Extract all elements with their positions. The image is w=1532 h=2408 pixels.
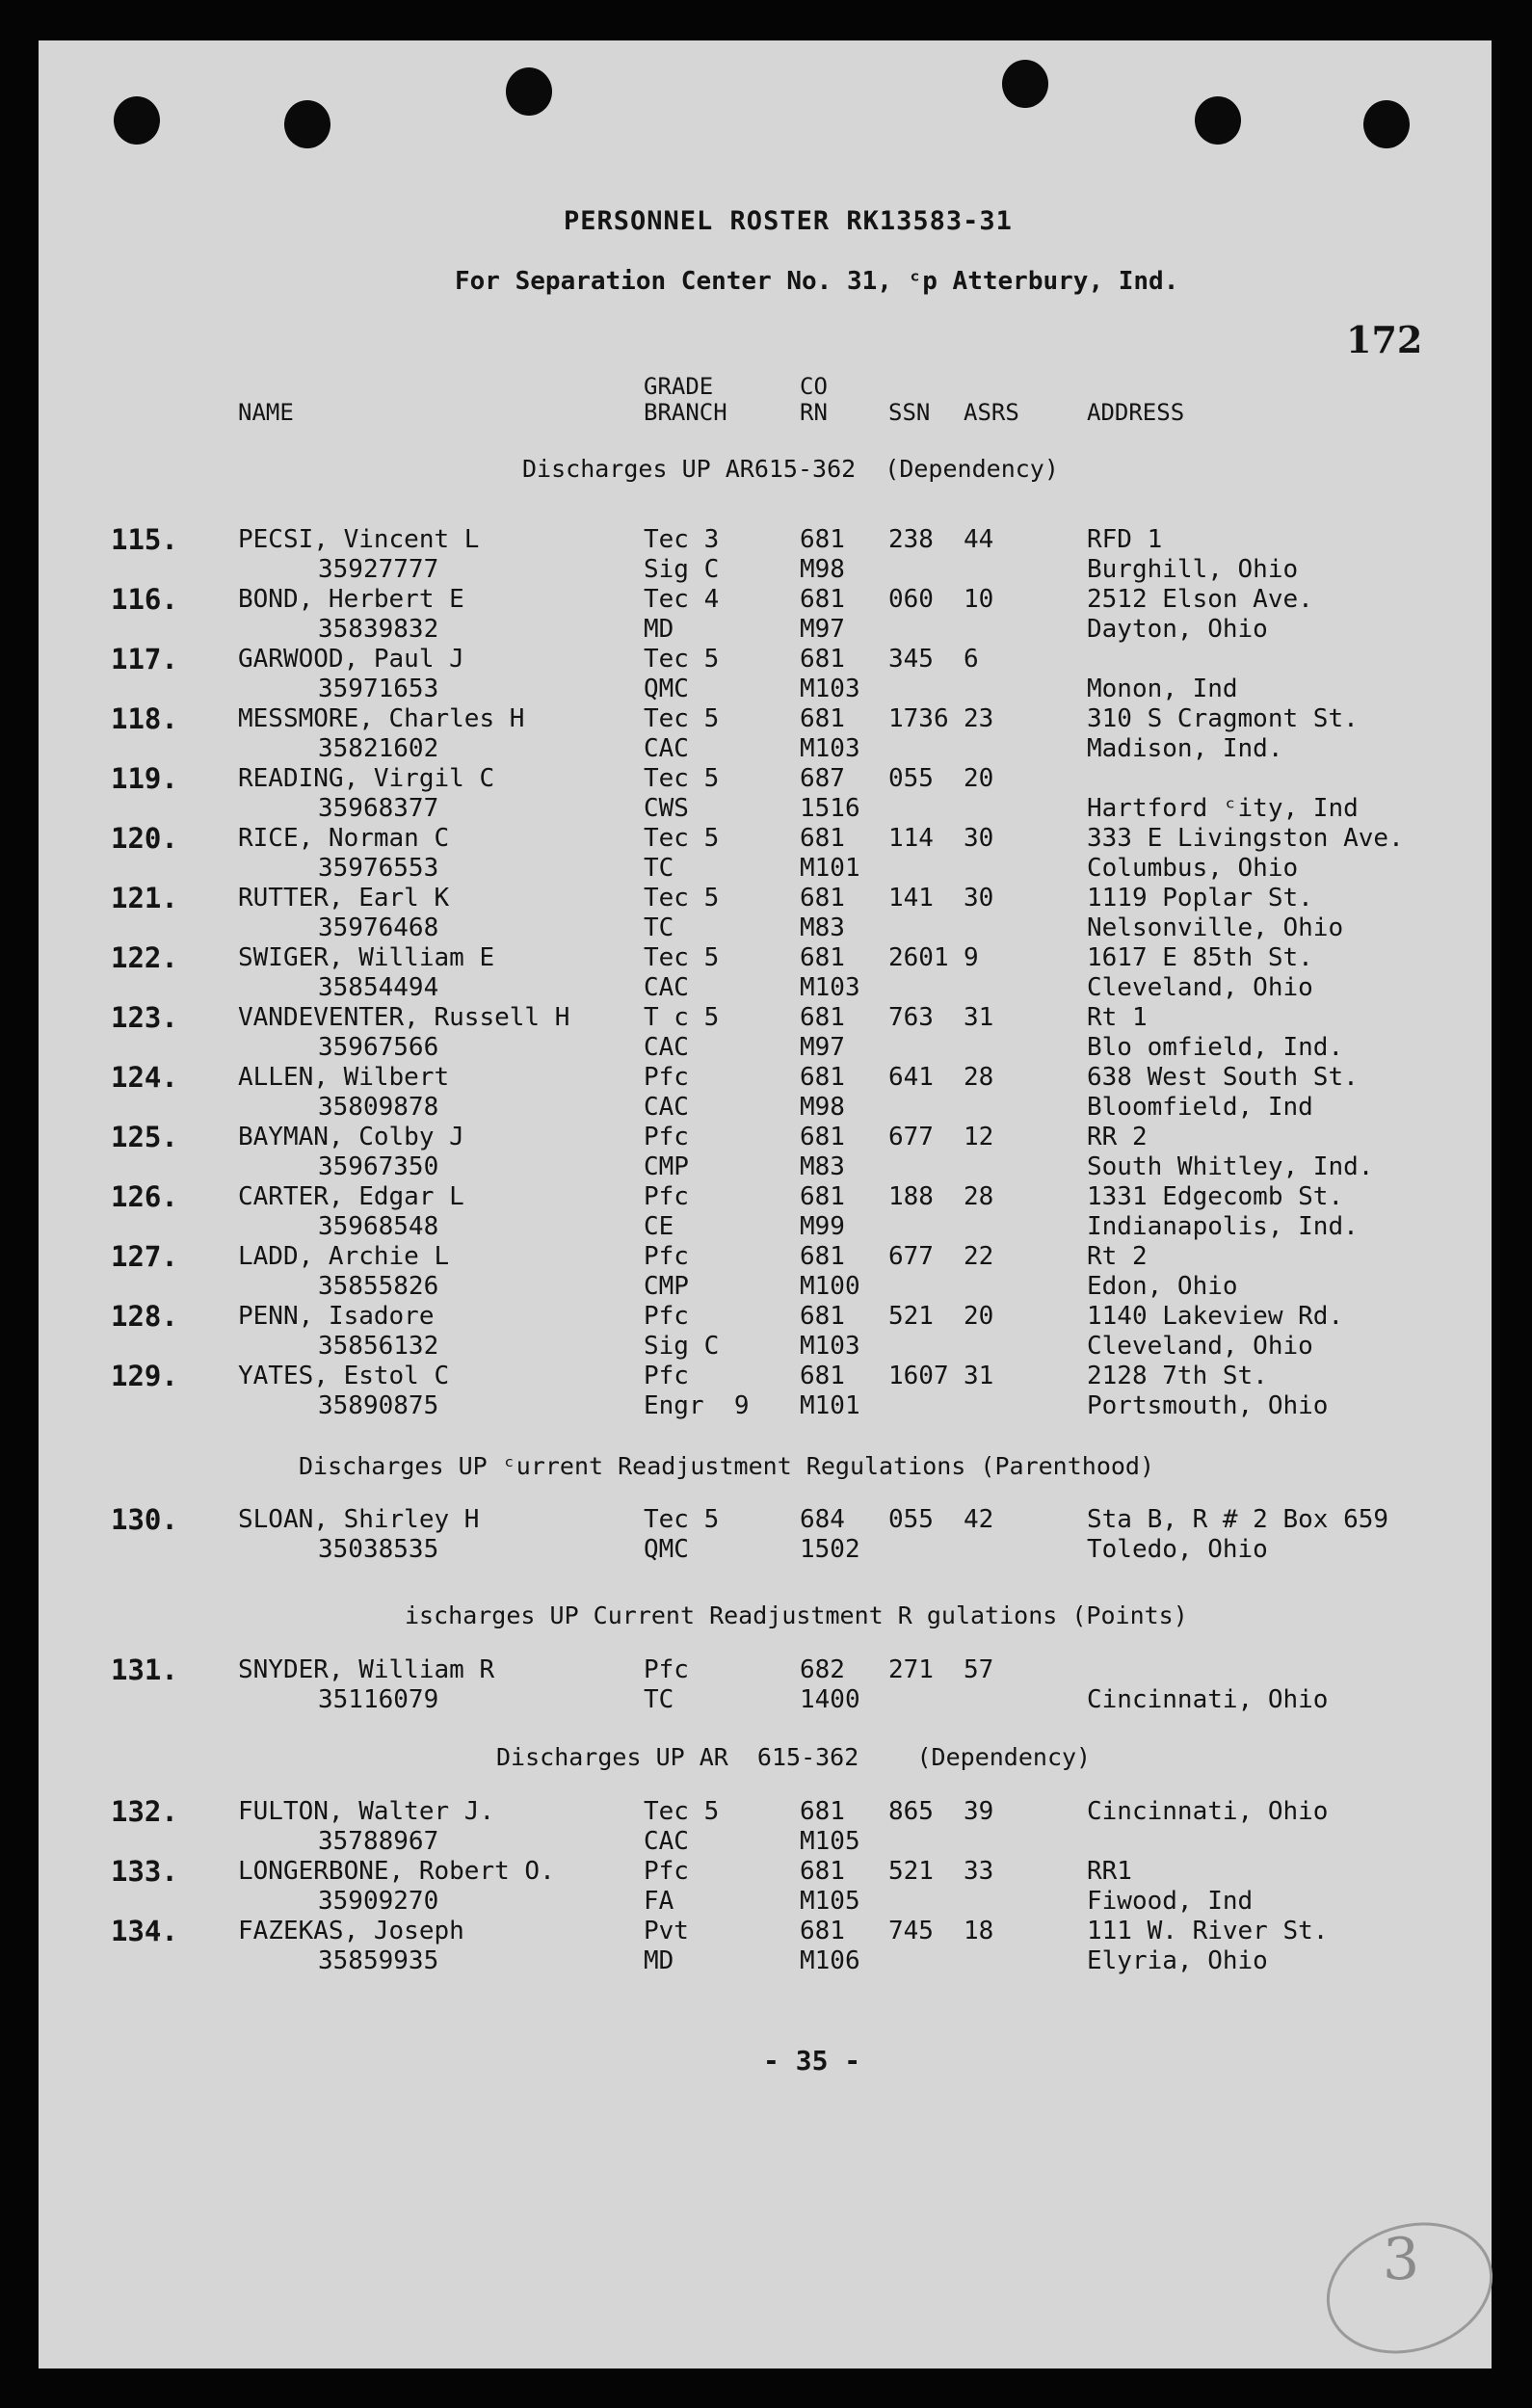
- soldier-name: FULTON, Walter J.: [238, 1797, 495, 1826]
- roster-number: 1502: [800, 1535, 860, 1564]
- entry-number: 126.: [111, 1180, 178, 1213]
- roster-number: M101: [800, 854, 860, 883]
- address-line-2: Fiwood, Ind: [1087, 1887, 1254, 1916]
- branch: CAC: [644, 734, 689, 763]
- ssn-code: 271: [888, 1655, 934, 1684]
- serial-number: 35976468: [318, 913, 439, 942]
- roster-number: M105: [800, 1887, 860, 1916]
- grade: Pfc: [644, 1655, 689, 1684]
- serial-number: 35859935: [318, 1946, 439, 1975]
- roster-number: M103: [800, 1332, 860, 1361]
- ssn-code: 865: [888, 1797, 934, 1826]
- company: 681: [800, 1182, 845, 1211]
- serial-number: 35976553: [318, 854, 439, 883]
- entry-number: 128.: [111, 1300, 178, 1333]
- asrs-score: 31: [964, 1362, 994, 1390]
- roster-number: M103: [800, 675, 860, 703]
- asrs-score: 44: [964, 525, 994, 554]
- company: 681: [800, 1003, 845, 1032]
- branch: QMC: [644, 675, 689, 703]
- asrs-score: 20: [964, 1302, 994, 1331]
- branch: Engr 9: [644, 1391, 750, 1420]
- ssn-code: 114: [888, 824, 934, 853]
- ssn-code: 1736: [888, 704, 949, 733]
- grade: Tec 5: [644, 1797, 720, 1826]
- entry-number: 121.: [111, 882, 178, 914]
- ssn-code: 677: [888, 1242, 934, 1271]
- serial-number: 35854494: [318, 973, 439, 1002]
- entry-number: 122.: [111, 941, 178, 974]
- branch: CWS: [644, 794, 689, 823]
- ssn-code: 677: [888, 1123, 934, 1151]
- company: 681: [800, 1063, 845, 1092]
- entry-number: 125.: [111, 1121, 178, 1153]
- col-header-co: CO: [800, 373, 828, 400]
- soldier-name: MESSMORE, Charles H: [238, 704, 525, 733]
- branch: CAC: [644, 1093, 689, 1122]
- grade: Pvt: [644, 1917, 689, 1945]
- punch-hole: [1002, 60, 1048, 108]
- branch: TC: [644, 913, 674, 942]
- company: 681: [800, 1362, 845, 1390]
- grade: Tec 5: [644, 824, 720, 853]
- branch: QMC: [644, 1535, 689, 1564]
- serial-number: 35968377: [318, 794, 439, 823]
- roster-number: M103: [800, 973, 860, 1002]
- asrs-score: 28: [964, 1063, 994, 1092]
- address-line-1: 638 West South St.: [1087, 1063, 1359, 1092]
- address-line-2: Madison, Ind.: [1087, 734, 1283, 763]
- asrs-score: 39: [964, 1797, 994, 1826]
- col-header-address: ADDRESS: [1087, 399, 1185, 426]
- section-heading: Discharges UP AR615-362 (Dependency): [522, 455, 1059, 483]
- ssn-code: 055: [888, 764, 934, 793]
- grade: Tec 5: [644, 884, 720, 913]
- branch: CMP: [644, 1152, 689, 1181]
- grade: Tec 5: [644, 1505, 720, 1534]
- entry-number: 118.: [111, 702, 178, 735]
- entry-number: 115.: [111, 523, 178, 556]
- asrs-score: 22: [964, 1242, 994, 1271]
- punch-hole: [1363, 100, 1410, 148]
- address-line-1: 333 E Livingston Ave.: [1087, 824, 1404, 853]
- grade: Tec 4: [644, 585, 720, 614]
- address-line-1: 1140 Lakeview Rd.: [1087, 1302, 1344, 1331]
- asrs-score: 18: [964, 1917, 994, 1945]
- branch: TC: [644, 854, 674, 883]
- serial-number: 35839832: [318, 615, 439, 644]
- soldier-name: BOND, Herbert E: [238, 585, 464, 614]
- serial-number: 35967350: [318, 1152, 439, 1181]
- address-line-1: Sta B, R # 2 Box 659: [1087, 1505, 1389, 1534]
- soldier-name: PENN, Isadore: [238, 1302, 435, 1331]
- grade: Tec 5: [644, 764, 720, 793]
- serial-number: 35809878: [318, 1093, 439, 1122]
- asrs-score: 30: [964, 824, 994, 853]
- address-line-2: Columbus, Ohio: [1087, 854, 1299, 883]
- entry-number: 120.: [111, 822, 178, 855]
- soldier-name: LADD, Archie L: [238, 1242, 450, 1271]
- grade: T c 5: [644, 1003, 720, 1032]
- address-line-2: Elyria, Ohio: [1087, 1946, 1268, 1975]
- grade: Pfc: [644, 1302, 689, 1331]
- company: 681: [800, 1242, 845, 1271]
- address-line-2: Hartford ᶜity, Ind: [1087, 794, 1359, 823]
- address-line-1: 1119 Poplar St.: [1087, 884, 1313, 913]
- company: 681: [800, 704, 845, 733]
- asrs-score: 20: [964, 764, 994, 793]
- soldier-name: RUTTER, Earl K: [238, 884, 450, 913]
- company: 681: [800, 824, 845, 853]
- branch: CE: [644, 1212, 674, 1241]
- entry-number: 116.: [111, 583, 178, 616]
- soldier-name: GARWOOD, Paul J: [238, 645, 464, 674]
- roster-page: [39, 40, 1492, 2368]
- company: 681: [800, 1857, 845, 1886]
- roster-number: M97: [800, 615, 845, 644]
- section-heading: Discharges UP AR 615-362 (Dependency): [496, 1743, 1092, 1771]
- asrs-score: 42: [964, 1505, 994, 1534]
- company: 681: [800, 585, 845, 614]
- company: 681: [800, 645, 845, 674]
- soldier-name: LONGERBONE, Robert O.: [238, 1857, 555, 1886]
- roster-number: M106: [800, 1946, 860, 1975]
- address-line-2: Burghill, Ohio: [1087, 555, 1299, 584]
- address-line-2: Toledo, Ohio: [1087, 1535, 1268, 1564]
- roster-number: M100: [800, 1272, 860, 1301]
- serial-number: 35909270: [318, 1887, 439, 1916]
- grade: Tec 3: [644, 525, 720, 554]
- entry-number: 127.: [111, 1240, 178, 1273]
- ssn-code: 060: [888, 585, 934, 614]
- ssn-code: 141: [888, 884, 934, 913]
- soldier-name: ALLEN, Wilbert: [238, 1063, 450, 1092]
- company: 681: [800, 1302, 845, 1331]
- ssn-code: 521: [888, 1857, 934, 1886]
- asrs-score: 28: [964, 1182, 994, 1211]
- roster-number: M105: [800, 1827, 860, 1856]
- soldier-name: READING, Virgil C: [238, 764, 495, 793]
- roster-number: M99: [800, 1212, 845, 1241]
- company: 681: [800, 1917, 845, 1945]
- roster-number: M98: [800, 555, 845, 584]
- soldier-name: FAZEKAS, Joseph: [238, 1917, 464, 1945]
- ssn-code: 188: [888, 1182, 934, 1211]
- entry-number: 134.: [111, 1915, 178, 1947]
- roster-number: M97: [800, 1033, 845, 1062]
- entry-number: 123.: [111, 1001, 178, 1034]
- soldier-name: BAYMAN, Colby J: [238, 1123, 464, 1151]
- entry-number: 124.: [111, 1061, 178, 1094]
- company: 681: [800, 1797, 845, 1826]
- entry-number: 132.: [111, 1795, 178, 1828]
- address-line-2: Cincinnati, Ohio: [1087, 1685, 1329, 1714]
- serial-number: 35788967: [318, 1827, 439, 1856]
- address-line-2: Dayton, Ohio: [1087, 615, 1268, 644]
- roster-number: M83: [800, 1152, 845, 1181]
- grade: Tec 5: [644, 704, 720, 733]
- company: 681: [800, 1123, 845, 1151]
- asrs-score: 23: [964, 704, 994, 733]
- entry-number: 131.: [111, 1654, 178, 1686]
- address-line-1: 2512 Elson Ave.: [1087, 585, 1313, 614]
- section-heading: ischarges UP Current Readjustment R gulations (Points): [405, 1601, 1188, 1629]
- ssn-code: 521: [888, 1302, 934, 1331]
- serial-number: 35038535: [318, 1535, 439, 1564]
- serial-number: 35971653: [318, 675, 439, 703]
- address-line-1: 1617 E 85th St.: [1087, 943, 1313, 972]
- company: 681: [800, 525, 845, 554]
- grade: Pfc: [644, 1242, 689, 1271]
- address-line-2: Edon, Ohio: [1087, 1272, 1238, 1301]
- address-line-2: Bloomfield, Ind: [1087, 1093, 1313, 1122]
- col-header-rn: RN: [800, 399, 828, 426]
- roster-number: M103: [800, 734, 860, 763]
- col-header-asrs: ASRS: [964, 399, 1019, 426]
- soldier-name: VANDEVENTER, Russell H: [238, 1003, 570, 1032]
- company: 681: [800, 943, 845, 972]
- address-line-2: Monon, Ind: [1087, 675, 1238, 703]
- soldier-name: SLOAN, Shirley H: [238, 1505, 480, 1534]
- address-line-1: 111 W. River St.: [1087, 1917, 1329, 1945]
- asrs-score: 57: [964, 1655, 994, 1684]
- serial-number: 35856132: [318, 1332, 439, 1361]
- address-line-1: 1331 Edgecomb St.: [1087, 1182, 1344, 1211]
- address-line-1: 310 S Cragmont St.: [1087, 704, 1359, 733]
- col-header-ssn: SSN: [888, 399, 931, 426]
- roster-number: 1400: [800, 1685, 860, 1714]
- branch: FA: [644, 1887, 674, 1916]
- grade: Pfc: [644, 1182, 689, 1211]
- punch-hole: [284, 100, 330, 148]
- col-header-grade: GRADE: [644, 373, 714, 400]
- serial-number: 35855826: [318, 1272, 439, 1301]
- roster-number: M98: [800, 1093, 845, 1122]
- branch: CAC: [644, 1033, 689, 1062]
- grade: Pfc: [644, 1857, 689, 1886]
- ssn-code: 763: [888, 1003, 934, 1032]
- soldier-name: SWIGER, William E: [238, 943, 495, 972]
- address-line-2: Cleveland, Ohio: [1087, 973, 1313, 1002]
- asrs-score: 9: [964, 943, 979, 972]
- branch: MD: [644, 1946, 674, 1975]
- grade: Tec 5: [644, 943, 720, 972]
- company: 684: [800, 1505, 845, 1534]
- serial-number: 35927777: [318, 555, 439, 584]
- asrs-score: 12: [964, 1123, 994, 1151]
- grade: Pfc: [644, 1063, 689, 1092]
- serial-number: 35890875: [318, 1391, 439, 1420]
- entry-number: 130.: [111, 1503, 178, 1536]
- ssn-code: 055: [888, 1505, 934, 1534]
- punch-hole: [114, 96, 160, 145]
- address-line-2: Blo omfield, Ind.: [1087, 1033, 1344, 1062]
- page-footer: - 35 -: [763, 2045, 861, 2077]
- grade: Pfc: [644, 1123, 689, 1151]
- section-heading: Discharges UP ᶜurrent Readjustment Regulations (Parenthood): [299, 1452, 1155, 1480]
- asrs-score: 33: [964, 1857, 994, 1886]
- address-line-2: South Whitley, Ind.: [1087, 1152, 1374, 1181]
- serial-number: 35968548: [318, 1212, 439, 1241]
- address-line-1: RR1: [1087, 1857, 1132, 1886]
- roster-number: M83: [800, 913, 845, 942]
- serial-number: 35821602: [318, 734, 439, 763]
- entry-number: 119.: [111, 762, 178, 795]
- ssn-code: 345: [888, 645, 934, 674]
- soldier-name: SNYDER, William R: [238, 1655, 495, 1684]
- address-line-1: Rt 1: [1087, 1003, 1148, 1032]
- punch-hole: [1195, 96, 1241, 145]
- address-line-2: Portsmouth, Ohio: [1087, 1391, 1329, 1420]
- asrs-score: 30: [964, 884, 994, 913]
- company: 687: [800, 764, 845, 793]
- company: 681: [800, 884, 845, 913]
- punch-hole: [506, 67, 552, 116]
- branch: CAC: [644, 1827, 689, 1856]
- entry-number: 133.: [111, 1855, 178, 1888]
- entry-number: 129.: [111, 1360, 178, 1392]
- soldier-name: CARTER, Edgar L: [238, 1182, 464, 1211]
- roster-number: 1516: [800, 794, 860, 823]
- soldier-name: PECSI, Vincent L: [238, 525, 480, 554]
- address-line-2: Cleveland, Ohio: [1087, 1332, 1313, 1361]
- asrs-score: 31: [964, 1003, 994, 1032]
- col-header-name: NAME: [238, 399, 294, 426]
- serial-number: 35967566: [318, 1033, 439, 1062]
- ssn-code: 745: [888, 1917, 934, 1945]
- address-line-1: RFD 1: [1087, 525, 1163, 554]
- branch: CMP: [644, 1272, 689, 1301]
- grade: Tec 5: [644, 645, 720, 674]
- entry-number: 117.: [111, 643, 178, 675]
- roster-number: M101: [800, 1391, 860, 1420]
- address-line-2: Indianapolis, Ind.: [1087, 1212, 1359, 1241]
- address-line-1: Rt 2: [1087, 1242, 1148, 1271]
- address-line-1: Cincinnati, Ohio: [1087, 1797, 1329, 1826]
- ssn-code: 1607: [888, 1362, 949, 1390]
- ssn-code: 641: [888, 1063, 934, 1092]
- address-line-2: Nelsonville, Ohio: [1087, 913, 1344, 942]
- company: 682: [800, 1655, 845, 1684]
- ssn-code: 238: [888, 525, 934, 554]
- branch: TC: [644, 1685, 674, 1714]
- branch: MD: [644, 615, 674, 644]
- roster-subtitle: For Separation Center No. 31, ᶜp Atterbury, Ind.: [455, 267, 1179, 296]
- grade: Pfc: [644, 1362, 689, 1390]
- branch: Sig C: [644, 555, 720, 584]
- page-number-stamp: 172: [1346, 318, 1423, 361]
- ssn-code: 2601: [888, 943, 949, 972]
- roster-title: PERSONNEL ROSTER RK13583-31: [564, 206, 1013, 236]
- asrs-score: 10: [964, 585, 994, 614]
- handwritten-number: 3: [1383, 2226, 1420, 2293]
- address-line-1: 2128 7th St.: [1087, 1362, 1268, 1390]
- branch: Sig C: [644, 1332, 720, 1361]
- col-header-branch: BRANCH: [644, 399, 727, 426]
- soldier-name: YATES, Estol C: [238, 1362, 450, 1390]
- soldier-name: RICE, Norman C: [238, 824, 450, 853]
- branch: CAC: [644, 973, 689, 1002]
- serial-number: 35116079: [318, 1685, 439, 1714]
- asrs-score: 6: [964, 645, 979, 674]
- address-line-1: RR 2: [1087, 1123, 1148, 1151]
